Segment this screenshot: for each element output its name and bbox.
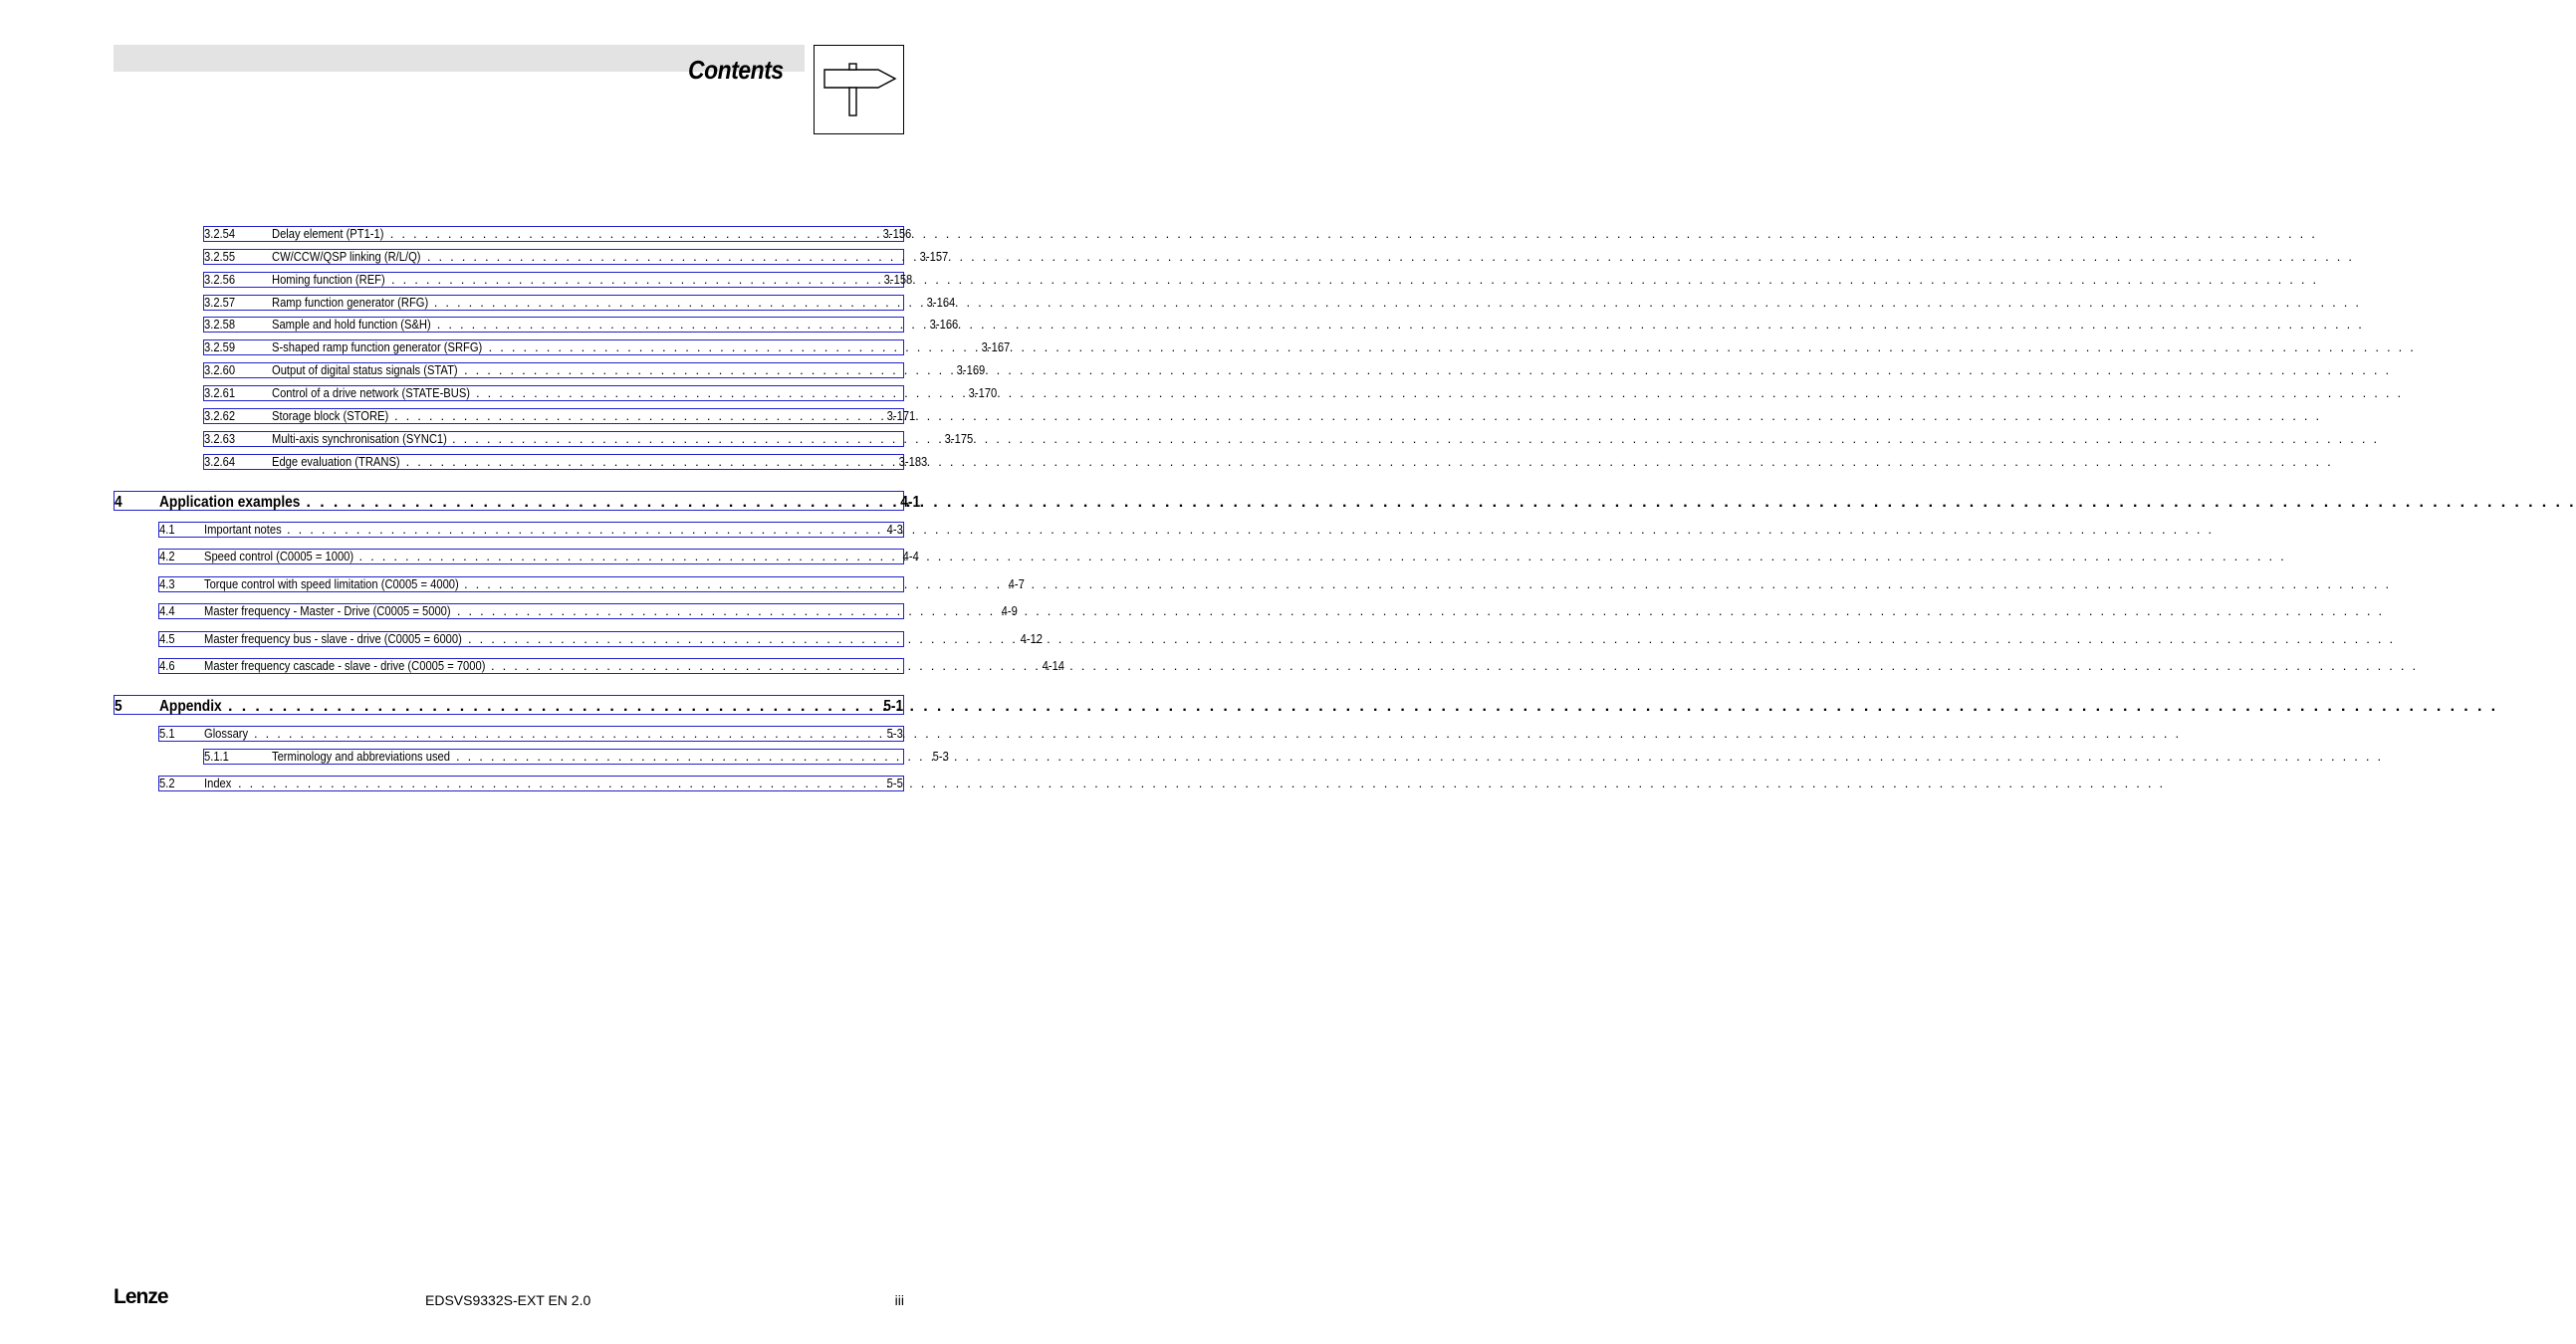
toc-entry-title: Master frequency cascade - slave - drive (C0005 = 7000) bbox=[204, 658, 486, 673]
toc-entry-page: 5-3 bbox=[886, 726, 903, 741]
toc-entry-5-1[interactable] bbox=[158, 726, 904, 742]
toc-entry-page: 5-5 bbox=[886, 776, 903, 790]
toc-entry-number: 3.2.59 bbox=[204, 339, 236, 354]
dot-leader bbox=[238, 777, 809, 790]
toc-entry-number: 3.2.62 bbox=[204, 408, 236, 423]
toc-entry-page: 3-158 bbox=[883, 272, 913, 287]
lenze-logo: Lenze bbox=[114, 1285, 168, 1308]
toc-entry-title: Control of a drive network (STATE-BUS) bbox=[272, 385, 471, 400]
toc-entry-title: Appendix bbox=[159, 698, 222, 715]
toc-entry-3-2-58[interactable] bbox=[203, 317, 959, 333]
toc-entry-title: S-shaped ramp function generator (SRFG) bbox=[272, 339, 483, 354]
dot-leader bbox=[456, 750, 924, 764]
dot-leader bbox=[406, 455, 888, 469]
dot-leader bbox=[427, 250, 909, 264]
toc-entry-number: 3.2.61 bbox=[204, 385, 236, 400]
dot-leader bbox=[489, 340, 971, 354]
toc-entry-5-1-1[interactable] bbox=[203, 749, 949, 765]
dot-leader bbox=[437, 318, 919, 332]
toc-entry-4[interactable] bbox=[114, 491, 920, 511]
toc-entry-title: Multi-axis synchronisation (SYNC1) bbox=[272, 431, 447, 446]
toc-entry-title: Homing function (REF) bbox=[272, 272, 385, 287]
toc-entry-3-2-61[interactable] bbox=[203, 385, 998, 401]
toc-entry-page: 3-166 bbox=[929, 317, 959, 332]
toc-entry-page: 4-3 bbox=[886, 522, 903, 537]
dot-leader bbox=[390, 227, 872, 241]
dot-leader bbox=[491, 659, 1033, 673]
toc-entry-number: 3.2.55 bbox=[204, 249, 236, 264]
toc-entry-page: 3-170 bbox=[968, 385, 998, 400]
toc-entry-number: 4.3 bbox=[159, 576, 175, 591]
toc-entry-title: Sample and hold function (S&H) bbox=[272, 317, 431, 332]
toc-entry-title: Terminology and abbreviations used bbox=[272, 749, 451, 764]
dot-leader bbox=[468, 632, 1011, 646]
toc-entry-title: Delay element (PT1-1) bbox=[272, 226, 384, 241]
dot-leader bbox=[391, 273, 873, 287]
toc-entry-page: 3-169 bbox=[956, 362, 986, 377]
toc-entry-3-2-54[interactable] bbox=[203, 226, 912, 242]
toc-entry-page: 3-157 bbox=[919, 249, 949, 264]
dot-leader bbox=[464, 363, 946, 377]
toc-entry-number: 5.1 bbox=[159, 726, 175, 741]
toc-entry-page: 3-156 bbox=[882, 226, 912, 241]
toc-entry-page: 4-9 bbox=[1001, 603, 1018, 618]
toc-entry-number: 3.2.57 bbox=[204, 295, 236, 310]
toc-entry-page: 3-167 bbox=[981, 339, 1011, 354]
toc-entry-3-2-57[interactable] bbox=[203, 295, 956, 311]
toc-entry-3-2-63[interactable] bbox=[203, 431, 974, 447]
toc-entry-page: 4-14 bbox=[1042, 658, 1065, 673]
toc-entry-page: 3-183 bbox=[898, 454, 928, 469]
toc-entry-3-2-56[interactable] bbox=[203, 272, 913, 288]
toc-entry-3-2-62[interactable] bbox=[203, 408, 916, 424]
dot-leader bbox=[476, 386, 958, 400]
page-number: iii bbox=[894, 1292, 904, 1308]
toc-entry-number: 4.1 bbox=[159, 522, 175, 537]
toc-entry-title: CW/CCW/QSP linking (R/L/Q) bbox=[272, 249, 421, 264]
toc-entry-title: Important notes bbox=[204, 522, 282, 537]
toc-entry-number: 5 bbox=[115, 698, 122, 715]
toc-entry-number: 3.2.64 bbox=[204, 454, 236, 469]
toc-entry-page: 5-1 bbox=[883, 698, 903, 715]
toc-entry-4-1[interactable] bbox=[158, 522, 904, 538]
page-title: Contents bbox=[688, 55, 784, 85]
toc-entry-3-2-60[interactable] bbox=[203, 362, 986, 378]
toc-entry-title: Edge evaluation (TRANS) bbox=[272, 454, 400, 469]
toc-entry-number: 3.2.63 bbox=[204, 431, 236, 446]
toc-entry-4-2[interactable] bbox=[158, 549, 920, 564]
dot-leader bbox=[307, 496, 891, 510]
toc-entry-title: Glossary bbox=[204, 726, 249, 741]
dot-leader bbox=[457, 604, 993, 618]
toc-entry-page: 4-1 bbox=[899, 494, 920, 511]
toc-entry-number: 4.2 bbox=[159, 549, 175, 563]
toc-entry-title: Application examples bbox=[159, 494, 301, 511]
dot-leader bbox=[434, 296, 916, 310]
toc-entry-4-6[interactable] bbox=[158, 658, 1065, 674]
toc-entry-3-2-55[interactable] bbox=[203, 249, 949, 265]
toc-entry-4-3[interactable] bbox=[158, 576, 1025, 592]
toc-entry-number: 3.2.58 bbox=[204, 317, 236, 332]
toc-entry-page: 5-3 bbox=[932, 749, 949, 764]
signpost-icon bbox=[814, 45, 904, 134]
toc-entry-3-2-64[interactable] bbox=[203, 454, 928, 470]
toc-entry-title: Output of digital status signals (STAT) bbox=[272, 362, 458, 377]
toc-entry-page: 4-7 bbox=[1008, 576, 1025, 591]
dot-leader bbox=[464, 577, 1000, 591]
toc-entry-title: Ramp function generator (RFG) bbox=[272, 295, 429, 310]
toc-entry-4-5[interactable] bbox=[158, 631, 1044, 647]
toc-entry-number: 4 bbox=[115, 494, 122, 511]
toc-entry-3-2-59[interactable] bbox=[203, 339, 1011, 355]
dot-leader bbox=[228, 700, 813, 714]
toc-entry-title: Master frequency bus - slave - drive (C0005 = 6000) bbox=[204, 631, 462, 646]
toc-entry-page: 3-175 bbox=[944, 431, 974, 446]
toc-entry-number: 3.2.54 bbox=[204, 226, 236, 241]
toc-entry-title: Index bbox=[204, 776, 232, 790]
toc-entry-title: Speed control (C0005 = 1000) bbox=[204, 549, 354, 563]
toc-entry-number: 5.2 bbox=[159, 776, 175, 790]
toc-entry-number: 5.1.1 bbox=[204, 749, 229, 764]
toc-entry-page: 3-164 bbox=[926, 295, 956, 310]
toc-entry-number: 3.2.56 bbox=[204, 272, 236, 287]
toc-entry-number: 4.6 bbox=[159, 658, 175, 673]
toc-entry-title: Storage block (STORE) bbox=[272, 408, 389, 423]
dot-leader bbox=[254, 727, 809, 741]
dot-leader bbox=[452, 432, 934, 446]
toc-entry-page: 4-12 bbox=[1020, 631, 1044, 646]
toc-entry-title: Torque control with speed limitation (C0005 = 4000) bbox=[204, 576, 459, 591]
toc-entry-5-2[interactable] bbox=[158, 776, 904, 791]
dot-leader bbox=[394, 409, 876, 423]
document-id: EDSVS9332S-EXT EN 2.0 bbox=[425, 1292, 591, 1308]
toc-entry-page: 3-171 bbox=[886, 408, 916, 423]
toc-entry-title: Master frequency - Master - Drive (C0005 = 5000) bbox=[204, 603, 451, 618]
toc-entry-5[interactable] bbox=[114, 695, 904, 715]
toc-entry-4-4[interactable] bbox=[158, 603, 1018, 619]
toc-entry-page: 4-4 bbox=[902, 549, 920, 563]
toc-entry-number: 4.4 bbox=[159, 603, 175, 618]
toc-entry-number: 3.2.60 bbox=[204, 362, 236, 377]
toc-entry-number: 4.5 bbox=[159, 631, 175, 646]
dot-leader bbox=[359, 550, 895, 563]
dot-leader bbox=[287, 523, 822, 537]
